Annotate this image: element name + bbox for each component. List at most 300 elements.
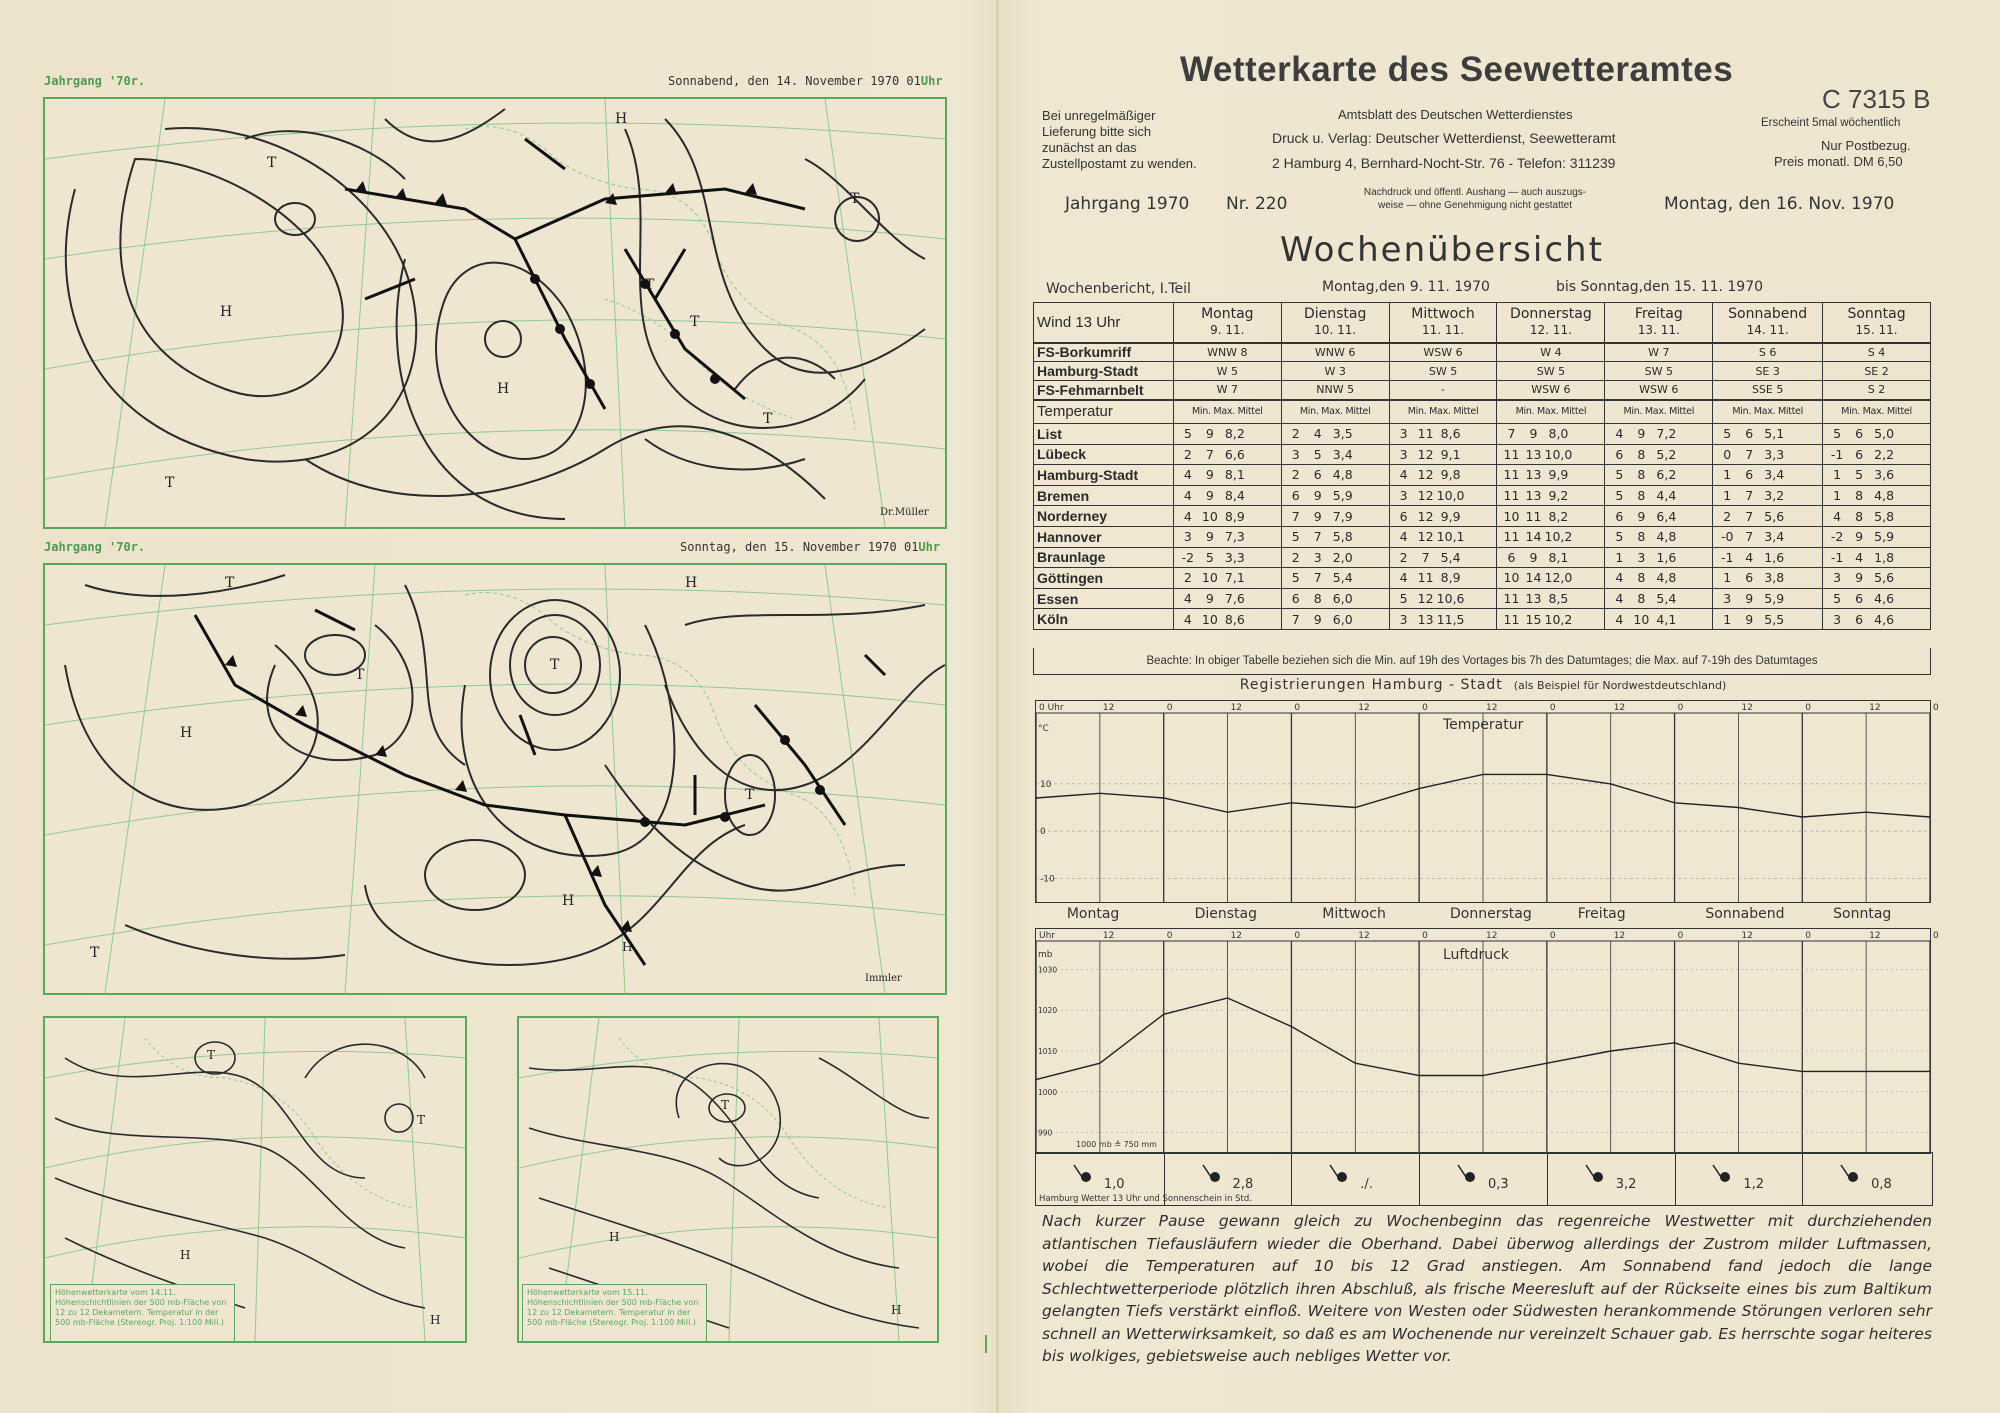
day-label: Montag bbox=[1066, 906, 1120, 922]
temp-min: 11 bbox=[1503, 488, 1520, 504]
min-max-header: Min. Max. Mittel bbox=[1173, 400, 1281, 424]
temp-min: 3 bbox=[1399, 446, 1408, 462]
weather-row-label: Hamburg Wetter 13 Uhr und Sonnenschein in Std. bbox=[1039, 1194, 1252, 1204]
temp-min: 3 bbox=[1291, 446, 1300, 462]
temp-max: 13 bbox=[1525, 467, 1542, 483]
temp-min: 2 bbox=[1183, 570, 1192, 586]
temp-mean: 4,1 bbox=[1656, 611, 1677, 627]
temp-tick-label: -10 bbox=[1040, 874, 1055, 885]
press-tick-label: 1020 bbox=[1038, 1006, 1058, 1016]
temperature-cell bbox=[1605, 506, 1713, 527]
weather-cell bbox=[1802, 1153, 1931, 1205]
temp-mean: 7,9 bbox=[1332, 508, 1353, 524]
temp-min: 11 bbox=[1503, 611, 1520, 627]
temp-mean: 3,4 bbox=[1764, 529, 1785, 545]
temperature-cell bbox=[1823, 424, 1931, 445]
hour-label: 0 bbox=[1549, 703, 1556, 713]
temperature-cell bbox=[1281, 526, 1389, 547]
temp-max: 11 bbox=[1417, 570, 1434, 586]
temp-tick-label: 0 bbox=[1040, 827, 1046, 838]
delivery-note: Bei unregelmäßiger Lieferung bitte sich zunächst an das Zustellpostamt zu wenden. bbox=[1042, 108, 1197, 171]
day-labels bbox=[1035, 903, 1931, 927]
temp-min: -2 bbox=[1830, 529, 1844, 545]
day-header: Sonnabend 14. 11. bbox=[1713, 303, 1823, 343]
temperature-cell bbox=[1823, 506, 1931, 527]
temp-min: 6 bbox=[1615, 446, 1624, 462]
hour-label: 12 bbox=[1102, 931, 1115, 941]
nachdruck-note: Nachdruck und öffentl. Aushang — auch auszugs- weise — ohne Genehmigung nicht gestattet bbox=[1363, 187, 1587, 211]
temp-mean: 8,4 bbox=[1224, 488, 1245, 504]
temperature-cell bbox=[1823, 547, 1931, 568]
map2-label: T bbox=[550, 657, 560, 673]
weather-symbol-icon bbox=[1326, 1161, 1356, 1185]
temperature-row bbox=[1034, 588, 1931, 609]
temp-max: 9 bbox=[1855, 529, 1864, 545]
temp-min: 5 bbox=[1615, 529, 1624, 545]
map2-drawing bbox=[45, 565, 945, 993]
station-name: Lübeck bbox=[1034, 444, 1174, 465]
wind-value: S 4 bbox=[1823, 343, 1931, 362]
day-label: Sonnabend bbox=[1705, 906, 1785, 922]
wind-value: WSW 6 bbox=[1389, 343, 1497, 362]
hour-label: 12 bbox=[1230, 931, 1243, 941]
temperature-cell bbox=[1173, 444, 1281, 465]
temp-mean: 7,3 bbox=[1224, 529, 1245, 545]
press-tick-label: 1030 bbox=[1038, 965, 1058, 975]
hour-label: 12 bbox=[1869, 703, 1881, 713]
wind-value: S 2 bbox=[1823, 381, 1931, 400]
temperature-cell bbox=[1497, 568, 1605, 589]
pressure-chart bbox=[1035, 928, 1939, 1154]
temp-min: 3 bbox=[1833, 570, 1842, 586]
temperature-cell bbox=[1823, 444, 1931, 465]
temp-chart-title: Temperatur bbox=[1443, 717, 1524, 733]
overview-from: Montag,den 9. 11. 1970 bbox=[1322, 279, 1490, 295]
temp-min: -0 bbox=[1720, 529, 1734, 545]
min-max-header: Min. Max. Mittel bbox=[1281, 400, 1389, 424]
weather-cell bbox=[1036, 1153, 1164, 1205]
temp-max: 5 bbox=[1855, 467, 1864, 483]
temp-max: 6 bbox=[1745, 426, 1754, 442]
temp-max: 10 bbox=[1201, 508, 1218, 524]
hour-label: 0 bbox=[1933, 703, 1939, 713]
map1-jahrgang: Jahrgang '70r. bbox=[44, 74, 146, 88]
temperature-cell bbox=[1713, 526, 1823, 547]
station-name: Hamburg-Stadt bbox=[1034, 465, 1174, 486]
map2-signature: Immler bbox=[865, 973, 902, 984]
hour-label: 0 bbox=[1549, 931, 1556, 941]
temp-tick-label: 10 bbox=[1040, 779, 1052, 790]
day-header: Montag 9. 11. bbox=[1173, 303, 1281, 343]
weather-symbol-icon bbox=[1709, 1161, 1739, 1185]
temp-mean: 5,6 bbox=[1764, 508, 1785, 524]
overview-to: bis Sonntag,den 15. 11. 1970 bbox=[1556, 279, 1764, 295]
temp-min: 3 bbox=[1399, 426, 1408, 442]
temp-min: 7 bbox=[1507, 426, 1516, 442]
station-name: Hamburg-Stadt bbox=[1034, 362, 1174, 381]
weekly-report-text: Nach kurzer Pause gewann gleich zu Wochenbeginn das regenreiche Westwetter mit durchziehenden atlantischen Tiefausläufern wieder die Oberhand. Dabei überwog allerdings der Zustrom milder Luftmassen, wobei die Temperaturen auf 10 bis 12 Grad anstiegen. Am Sonnabend fand jedoch die lange Schlechtwetterperiode plötzlich ihren Abschluß, als frische Meeresluft auf der Rückseite eines bis zum Baltikum gelangten Tiefs verstärkt einfloß. Weitere von Westen oder Südwesten herankommende Störungen verloren sehr schnell an Wetterwirksamkeit, so daß es am Wochenende nur vereinzelt Schauer gab. Es herrschte sogar heiteres bis wolkiges, gebietsweise auch nebliges Wetter vor. bbox=[1042, 1212, 1932, 1365]
day-label: Sonntag bbox=[1833, 906, 1892, 922]
temp-max: 8 bbox=[1637, 467, 1646, 483]
temp-max: 8 bbox=[1855, 508, 1864, 524]
min-max-header: Min. Max. Mittel bbox=[1497, 400, 1605, 424]
temp-max: 12 bbox=[1417, 591, 1434, 607]
temperature-cell bbox=[1173, 506, 1281, 527]
temp-mean: 4,8 bbox=[1656, 529, 1677, 545]
temp-max: 6 bbox=[1855, 591, 1864, 607]
temperature-cell bbox=[1389, 444, 1497, 465]
overview-report: Wochenbericht, I.Teil bbox=[1046, 281, 1191, 297]
temperature-row bbox=[1034, 485, 1931, 506]
map2-label: H bbox=[622, 940, 633, 954]
temp-mean: 6,6 bbox=[1224, 446, 1245, 462]
temp-min: 1 bbox=[1833, 488, 1842, 504]
temp-mean: 2,2 bbox=[1874, 446, 1895, 462]
temp-min: 5 bbox=[1615, 467, 1624, 483]
temp-mean: 4,8 bbox=[1874, 488, 1895, 504]
map1-label: H bbox=[497, 381, 510, 397]
temperature-cell bbox=[1497, 609, 1605, 630]
temperature-cell bbox=[1713, 465, 1823, 486]
temp-max: 3 bbox=[1313, 549, 1322, 565]
temperature-cell bbox=[1281, 444, 1389, 465]
map2-label: H bbox=[562, 893, 575, 909]
temp-min: 3 bbox=[1833, 611, 1842, 627]
map2-label: H bbox=[180, 725, 193, 741]
page-fold bbox=[996, 0, 999, 1413]
temperature-cell bbox=[1605, 444, 1713, 465]
temperature-row bbox=[1034, 568, 1931, 589]
temperature-cell bbox=[1497, 506, 1605, 527]
hour-label: 12 bbox=[1102, 703, 1115, 713]
temperature-cell bbox=[1173, 609, 1281, 630]
temp-mean: 9,9 bbox=[1548, 467, 1569, 483]
wind-value: W 5 bbox=[1173, 362, 1281, 381]
temp-min: 5 bbox=[1183, 426, 1192, 442]
map2-jahrgang: Jahrgang '70r. bbox=[44, 540, 146, 554]
station-name: Braunlage bbox=[1034, 547, 1174, 568]
temp-min: 6 bbox=[1615, 508, 1624, 524]
day-header: Dienstag 10. 11. bbox=[1281, 303, 1389, 343]
temp-max: 6 bbox=[1745, 570, 1754, 586]
temp-mean: 11,5 bbox=[1436, 611, 1465, 627]
hour-label: 12 bbox=[1230, 703, 1243, 713]
temp-max: 9 bbox=[1313, 508, 1322, 524]
station-name: Köln bbox=[1034, 609, 1174, 630]
hour-label: 12 bbox=[1358, 703, 1370, 713]
temp-min: 11 bbox=[1503, 591, 1520, 607]
hour-label: 0 bbox=[1294, 931, 1301, 941]
surface-map-1 bbox=[43, 97, 947, 529]
wind-value: WNW 6 bbox=[1281, 343, 1389, 362]
temp-max: 13 bbox=[1525, 591, 1542, 607]
temperature-cell bbox=[1823, 465, 1931, 486]
hour-label: 0 bbox=[1166, 703, 1173, 713]
map1-date: Sonnabend, den 14. November 1970 01Uhr bbox=[668, 74, 943, 88]
temp-max: 12 bbox=[1417, 508, 1434, 524]
hour-label: 0 bbox=[1677, 931, 1684, 941]
temp-max: 9 bbox=[1745, 591, 1754, 607]
press-tick-label: 1010 bbox=[1038, 1047, 1058, 1056]
temp-min: 4 bbox=[1183, 591, 1192, 607]
map3-label: T bbox=[417, 1113, 426, 1127]
temp-mean: 3,4 bbox=[1332, 446, 1353, 462]
temp-max: 8 bbox=[1313, 591, 1322, 607]
temperature-cell bbox=[1713, 485, 1823, 506]
map1-label: T bbox=[267, 155, 277, 171]
map4-caption: Höhenwetterkarte vom 15.11. Höhenschichtlinien der 500 mb-Fläche von 12 zu 12 Dekametern. Temperatur in der 500 mb-Fläche (Stereogr. Proj. 1:100 Mill.) bbox=[522, 1284, 707, 1342]
temp-min: 5 bbox=[1723, 426, 1732, 442]
temperature-cell bbox=[1281, 568, 1389, 589]
temp-mean: 8,6 bbox=[1224, 611, 1245, 627]
temperature-cell bbox=[1713, 609, 1823, 630]
temp-max: 6 bbox=[1745, 467, 1754, 483]
temp-max: 5 bbox=[1205, 549, 1214, 565]
wind-value: W 7 bbox=[1605, 343, 1713, 362]
temp-mean: 5,8 bbox=[1874, 508, 1895, 524]
temp-mean: 9,8 bbox=[1440, 467, 1461, 483]
temp-mean: 8,0 bbox=[1548, 426, 1569, 442]
temp-unit: °C bbox=[1038, 724, 1049, 734]
press-chart-title: Luftdruck bbox=[1443, 947, 1509, 963]
temp-max: 12 bbox=[1417, 488, 1434, 504]
hour-label: 0 bbox=[1805, 703, 1812, 713]
temp-max: 9 bbox=[1637, 426, 1646, 442]
temp-mean: 5,4 bbox=[1656, 591, 1677, 607]
temp-mean: 6,4 bbox=[1656, 508, 1677, 524]
day-header: Freitag 13. 11. bbox=[1605, 303, 1713, 343]
wind-header: Wind 13 Uhr bbox=[1034, 303, 1174, 343]
temp-mean: 10,1 bbox=[1436, 529, 1465, 545]
temp-mean: 5,9 bbox=[1332, 488, 1353, 504]
temp-min: 10 bbox=[1503, 570, 1520, 586]
temp-min: 1 bbox=[1723, 570, 1732, 586]
day-header: Donnerstag 12. 11. bbox=[1497, 303, 1605, 343]
temp-mean: 3,3 bbox=[1764, 446, 1785, 462]
temp-max: 12 bbox=[1417, 529, 1434, 545]
temperature-row bbox=[1034, 444, 1931, 465]
temperature-cell bbox=[1605, 424, 1713, 445]
temperature-row bbox=[1034, 465, 1931, 486]
temperature-cell bbox=[1497, 526, 1605, 547]
weather-symbol-icon bbox=[1454, 1161, 1484, 1185]
map1-label: T bbox=[690, 314, 700, 330]
map3-caption: Höhenwetterkarte vom 14.11. Höhenschichtlinien der 500 mb-Fläche von 12 zu 12 Dekametern. Temperatur in der 500 mb-Fläche (Stereogr. Proj. 1:100 Mill.) bbox=[50, 1284, 235, 1342]
temperature-chart bbox=[1035, 700, 1939, 903]
temp-mean: 9,1 bbox=[1440, 446, 1461, 462]
temp-max: 9 bbox=[1205, 426, 1214, 442]
temp-mean: 3,8 bbox=[1764, 570, 1785, 586]
map4-label: H bbox=[891, 1303, 902, 1317]
wind-row bbox=[1034, 381, 1931, 400]
temp-max: 14 bbox=[1525, 570, 1542, 586]
temp-max: 9 bbox=[1529, 426, 1538, 442]
hour-label: 12 bbox=[1741, 931, 1753, 941]
min-max-header: Min. Max. Mittel bbox=[1713, 400, 1823, 424]
temp-min: 2 bbox=[1291, 549, 1300, 565]
hour-label: 0 bbox=[1422, 703, 1428, 713]
temp-mean: 5,0 bbox=[1874, 426, 1895, 442]
temp-min: 6 bbox=[1507, 549, 1516, 565]
publication-code: C 7315 B bbox=[1822, 84, 1931, 114]
temp-max: 8 bbox=[1855, 488, 1864, 504]
temp-mean: 8,6 bbox=[1440, 426, 1461, 442]
temp-min: 2 bbox=[1399, 549, 1408, 565]
hour-label: 12 bbox=[1486, 703, 1498, 713]
temp-mean: 3,6 bbox=[1874, 467, 1895, 483]
temp-min: 4 bbox=[1615, 570, 1624, 586]
temp-min: 3 bbox=[1399, 488, 1408, 504]
wind-value: WNW 8 bbox=[1173, 343, 1281, 362]
temp-min: 2 bbox=[1183, 446, 1192, 462]
temp-max: 8 bbox=[1637, 591, 1646, 607]
temp-max: 9 bbox=[1529, 549, 1538, 565]
temperature-cell bbox=[1823, 588, 1931, 609]
weather-row bbox=[1035, 1152, 1933, 1206]
temp-min: 4 bbox=[1183, 611, 1192, 627]
temp-min: 7 bbox=[1291, 508, 1300, 524]
temp-mean: 2,0 bbox=[1332, 549, 1353, 565]
temperature-cell bbox=[1605, 485, 1713, 506]
temperature-cell bbox=[1497, 444, 1605, 465]
wind-value: WSW 6 bbox=[1497, 381, 1605, 400]
min-max-header: Min. Max. Mittel bbox=[1823, 400, 1931, 424]
temperature-cell bbox=[1173, 424, 1281, 445]
temperature-cell bbox=[1605, 526, 1713, 547]
temperature-cell bbox=[1281, 506, 1389, 527]
temp-mean: 6,0 bbox=[1332, 611, 1353, 627]
map1-label: H bbox=[615, 111, 628, 127]
press-tick-label: 1000 bbox=[1038, 1087, 1058, 1097]
temp-max: 14 bbox=[1525, 529, 1542, 545]
temp-max: 7 bbox=[1313, 529, 1322, 545]
temp-min: 7 bbox=[1291, 611, 1300, 627]
temperature-cell bbox=[1389, 526, 1497, 547]
map2-date: Sonntag, den 15. November 1970 01Uhr bbox=[680, 540, 941, 554]
temp-min: 3 bbox=[1723, 591, 1732, 607]
page-title: Wetterkarte des Seewetteramtes bbox=[1180, 50, 1734, 89]
weather-value: 3,2 bbox=[1615, 1177, 1637, 1192]
temperature-cell bbox=[1281, 609, 1389, 630]
temp-max: 9 bbox=[1313, 611, 1322, 627]
temp-min: 4 bbox=[1833, 508, 1842, 524]
weather-cell bbox=[1164, 1153, 1293, 1205]
hour-label: 12 bbox=[1869, 931, 1881, 941]
temp-mean: 9,9 bbox=[1440, 508, 1461, 524]
temperature-cell bbox=[1281, 465, 1389, 486]
temp-min: 10 bbox=[1503, 508, 1520, 524]
temperature-row bbox=[1034, 526, 1931, 547]
weather-value: 0,3 bbox=[1487, 1177, 1509, 1192]
temperature-cell bbox=[1823, 485, 1931, 506]
table-note: Beachte: In obiger Tabelle beziehen sich die Min. auf 19h des Vortages bis 7h des Datumtages; die Max. auf 7-19h des Datumtages bbox=[1033, 648, 1931, 675]
temperature-cell bbox=[1389, 424, 1497, 445]
temp-max: 9 bbox=[1637, 508, 1646, 524]
temp-min: 11 bbox=[1503, 446, 1520, 462]
temp-max: 10 bbox=[1201, 570, 1218, 586]
temp-mean: 5,2 bbox=[1656, 446, 1677, 462]
temp-mean: 10,2 bbox=[1544, 611, 1573, 627]
temp-min: 4 bbox=[1399, 529, 1408, 545]
temp-mean: 5,8 bbox=[1332, 529, 1353, 545]
temperature-cell bbox=[1605, 588, 1713, 609]
temp-min: 4 bbox=[1615, 611, 1624, 627]
temp-min: 2 bbox=[1291, 426, 1300, 442]
temperature-cell bbox=[1823, 568, 1931, 589]
pressure-chart-svg bbox=[1036, 929, 1939, 1153]
day-label: Dienstag bbox=[1194, 906, 1257, 922]
hour-label: 12 bbox=[1358, 931, 1370, 941]
wind-value: SSE 5 bbox=[1713, 381, 1823, 400]
temp-min: 11 bbox=[1503, 467, 1520, 483]
surface-map-2 bbox=[43, 563, 947, 995]
temp-max: 4 bbox=[1745, 549, 1754, 565]
temperature-cell bbox=[1173, 485, 1281, 506]
temperature-cell bbox=[1713, 588, 1823, 609]
temp-min: 1 bbox=[1615, 549, 1624, 565]
wind-value: SE 3 bbox=[1713, 362, 1823, 381]
temp-min: 0 bbox=[1723, 446, 1732, 462]
hour-label: 0 Uhr bbox=[1039, 703, 1064, 713]
temp-mean: 9,2 bbox=[1548, 488, 1569, 504]
weather-cell bbox=[1675, 1153, 1804, 1205]
temp-min: 4 bbox=[1399, 570, 1408, 586]
temp-min: 2 bbox=[1723, 508, 1732, 524]
station-name: List bbox=[1034, 424, 1174, 445]
station-name: Göttingen bbox=[1034, 568, 1174, 589]
temp-mean: 12,0 bbox=[1544, 570, 1573, 586]
press-note: 1000 mb ≙ 750 mm bbox=[1076, 1140, 1157, 1149]
temperature-cell bbox=[1389, 485, 1497, 506]
temperature-cell bbox=[1173, 547, 1281, 568]
temperature-cell bbox=[1389, 547, 1497, 568]
map2-label: T bbox=[225, 575, 235, 591]
temperature-cell bbox=[1497, 588, 1605, 609]
temperature-cell bbox=[1497, 424, 1605, 445]
hour-label: 0 bbox=[1422, 931, 1428, 941]
temp-max: 7 bbox=[1205, 446, 1214, 462]
temperature-cell bbox=[1497, 547, 1605, 568]
wind-value: WSW 6 bbox=[1605, 381, 1713, 400]
temp-mean: 5,4 bbox=[1332, 570, 1353, 586]
temp-min: 1 bbox=[1723, 611, 1732, 627]
temperature-cell bbox=[1713, 568, 1823, 589]
temp-max: 8 bbox=[1637, 446, 1646, 462]
preis: Preis monatl. DM 6,50 bbox=[1774, 154, 1903, 169]
weather-cell bbox=[1291, 1153, 1420, 1205]
temp-mean: 8,5 bbox=[1548, 591, 1569, 607]
hour-label: 0 bbox=[1166, 931, 1173, 941]
temp-min: 11 bbox=[1503, 529, 1520, 545]
temp-min: -1 bbox=[1720, 549, 1734, 565]
temp-min: -1 bbox=[1830, 446, 1844, 462]
temp-max: 15 bbox=[1525, 611, 1542, 627]
min-max-header: Min. Max. Mittel bbox=[1605, 400, 1713, 424]
temp-max: 6 bbox=[1855, 446, 1864, 462]
temperature-cell bbox=[1713, 506, 1823, 527]
temperature-cell bbox=[1173, 588, 1281, 609]
weather-value: ./. bbox=[1360, 1177, 1373, 1192]
temp-max: 11 bbox=[1525, 508, 1542, 524]
temp-max: 9 bbox=[1745, 611, 1754, 627]
temp-min: -2 bbox=[1181, 549, 1195, 565]
wind-value: W 3 bbox=[1281, 362, 1389, 381]
map1-drawing bbox=[45, 99, 945, 527]
wind-value: SE 2 bbox=[1823, 362, 1931, 381]
press-unit: mb bbox=[1038, 950, 1053, 960]
temp-max: 7 bbox=[1745, 446, 1754, 462]
map2-label: H bbox=[685, 575, 698, 591]
